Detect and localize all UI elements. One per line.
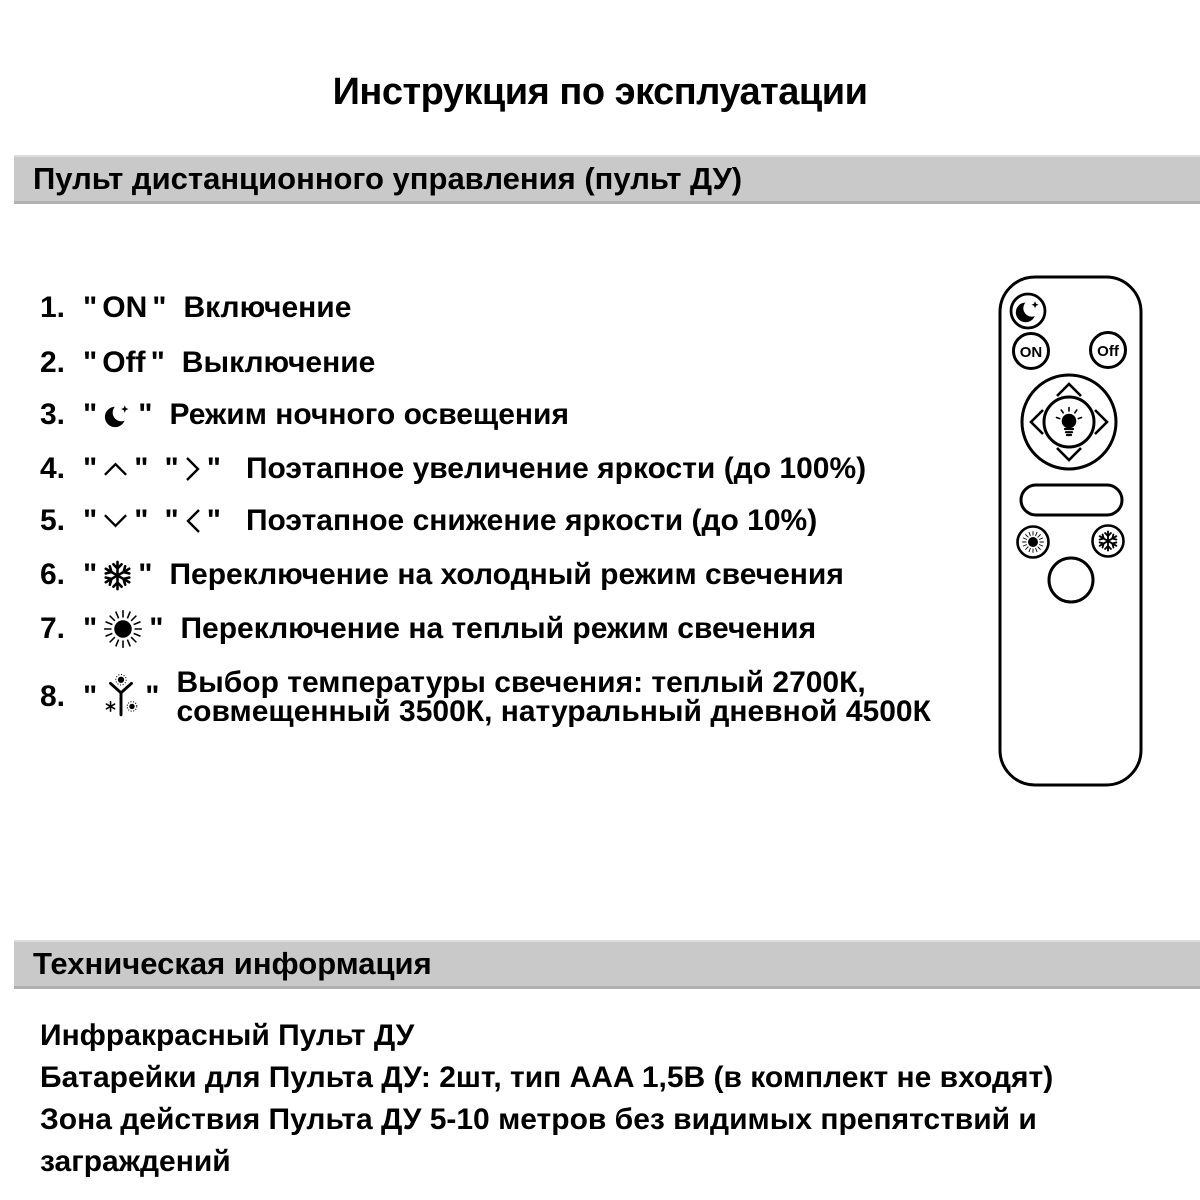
quote-mark: " — [83, 558, 98, 591]
item-label: Режим ночного освещения — [169, 398, 569, 431]
chevron-down-icon — [102, 512, 129, 530]
chevron-left-icon — [184, 507, 202, 535]
on-keyword: ON — [102, 291, 148, 324]
quote-mark: " — [83, 680, 98, 713]
tech-info — [40, 1015, 1200, 1183]
quote-mark: " — [83, 346, 98, 379]
item-number: 5. — [40, 504, 66, 537]
chevron-up-icon — [102, 460, 129, 478]
item-number: 1. — [40, 291, 66, 324]
list-item-off — [40, 346, 375, 380]
quote-mark: " — [149, 612, 164, 645]
quote-mark: " — [83, 398, 98, 431]
item-label-block — [176, 668, 930, 726]
item-label: Выключение — [181, 346, 376, 379]
list-item-cold-mode — [40, 558, 844, 592]
item-label-line2: совмещенный 3500К, натуральный дневной 4500К — [176, 695, 931, 728]
quote-mark: " — [138, 398, 153, 431]
item-number: 7. — [40, 612, 66, 645]
quote-mark: " — [164, 452, 179, 485]
item-label-line1: Выбор температуры свечения: теплый 2700К, — [176, 666, 866, 699]
tech-line-batteries: Батарейки для Пульта ДУ: 2шт, тип AAA 1,5В (в комплект не входят) — [40, 1061, 1054, 1094]
item-number: 8. — [40, 680, 66, 713]
quote-mark: " — [164, 504, 179, 537]
item-number: 4. — [40, 452, 66, 485]
page-title: Инструкция по эксплуатации — [332, 71, 868, 113]
item-label: Поэтапное увеличение яркости (до 100%) — [245, 452, 867, 485]
quote-mark: " — [134, 504, 149, 537]
quote-mark: " — [206, 504, 221, 537]
chevron-right-icon — [184, 455, 202, 483]
quote-mark: " — [150, 346, 165, 379]
list-item-brightness-down — [40, 504, 817, 538]
list-item-brightness-up — [40, 452, 866, 486]
temp-select-icon — [102, 674, 140, 720]
on-button-label: ON — [1019, 344, 1043, 361]
list-item-warm-mode — [40, 608, 816, 650]
item-number: 3. — [40, 398, 66, 431]
list-item-on — [40, 291, 351, 325]
quote-mark: " — [83, 504, 98, 537]
item-number: 6. — [40, 558, 66, 591]
quote-mark: " — [83, 612, 98, 645]
off-keyword: Off — [102, 346, 146, 379]
quote-mark: " — [138, 558, 153, 591]
quote-mark: " — [83, 291, 98, 324]
item-label: Включение — [183, 291, 352, 324]
quote-mark: " — [152, 291, 167, 324]
section-bar-tech — [14, 940, 1200, 989]
quote-mark: " — [145, 680, 160, 713]
section-header-tech: Техническая информация — [33, 946, 432, 981]
tech-line-range: Зона действия Пульта ДУ 5-10 метров без видимых препятствий и заграждений — [40, 1103, 1037, 1178]
item-label: Поэтапное снижение яркости (до 10%) — [245, 504, 818, 537]
item-number: 2. — [40, 346, 66, 379]
item-label: Переключение на холодный режим свечения — [169, 558, 844, 591]
off-button-label: Off — [1097, 343, 1119, 360]
section-bar-remote — [14, 155, 1200, 204]
moon-icon — [102, 400, 133, 431]
quote-mark: " — [83, 452, 98, 485]
item-label: Переключение на теплый режим свечения — [180, 612, 817, 645]
list-item-temp-select — [40, 668, 931, 726]
remote-illustration — [998, 275, 1144, 791]
list-item-night-mode — [40, 398, 569, 432]
snowflake-icon — [102, 560, 133, 591]
quote-mark: " — [206, 452, 221, 485]
tech-line-remote-type: Инфракрасный Пульт ДУ — [40, 1019, 415, 1052]
section-header-remote: Пульт дистанционного управления (пульт ДУ) — [33, 161, 743, 196]
warm-sun-icon — [1022, 531, 1044, 553]
warm-sun-icon — [102, 608, 144, 650]
quote-mark: " — [134, 452, 149, 485]
